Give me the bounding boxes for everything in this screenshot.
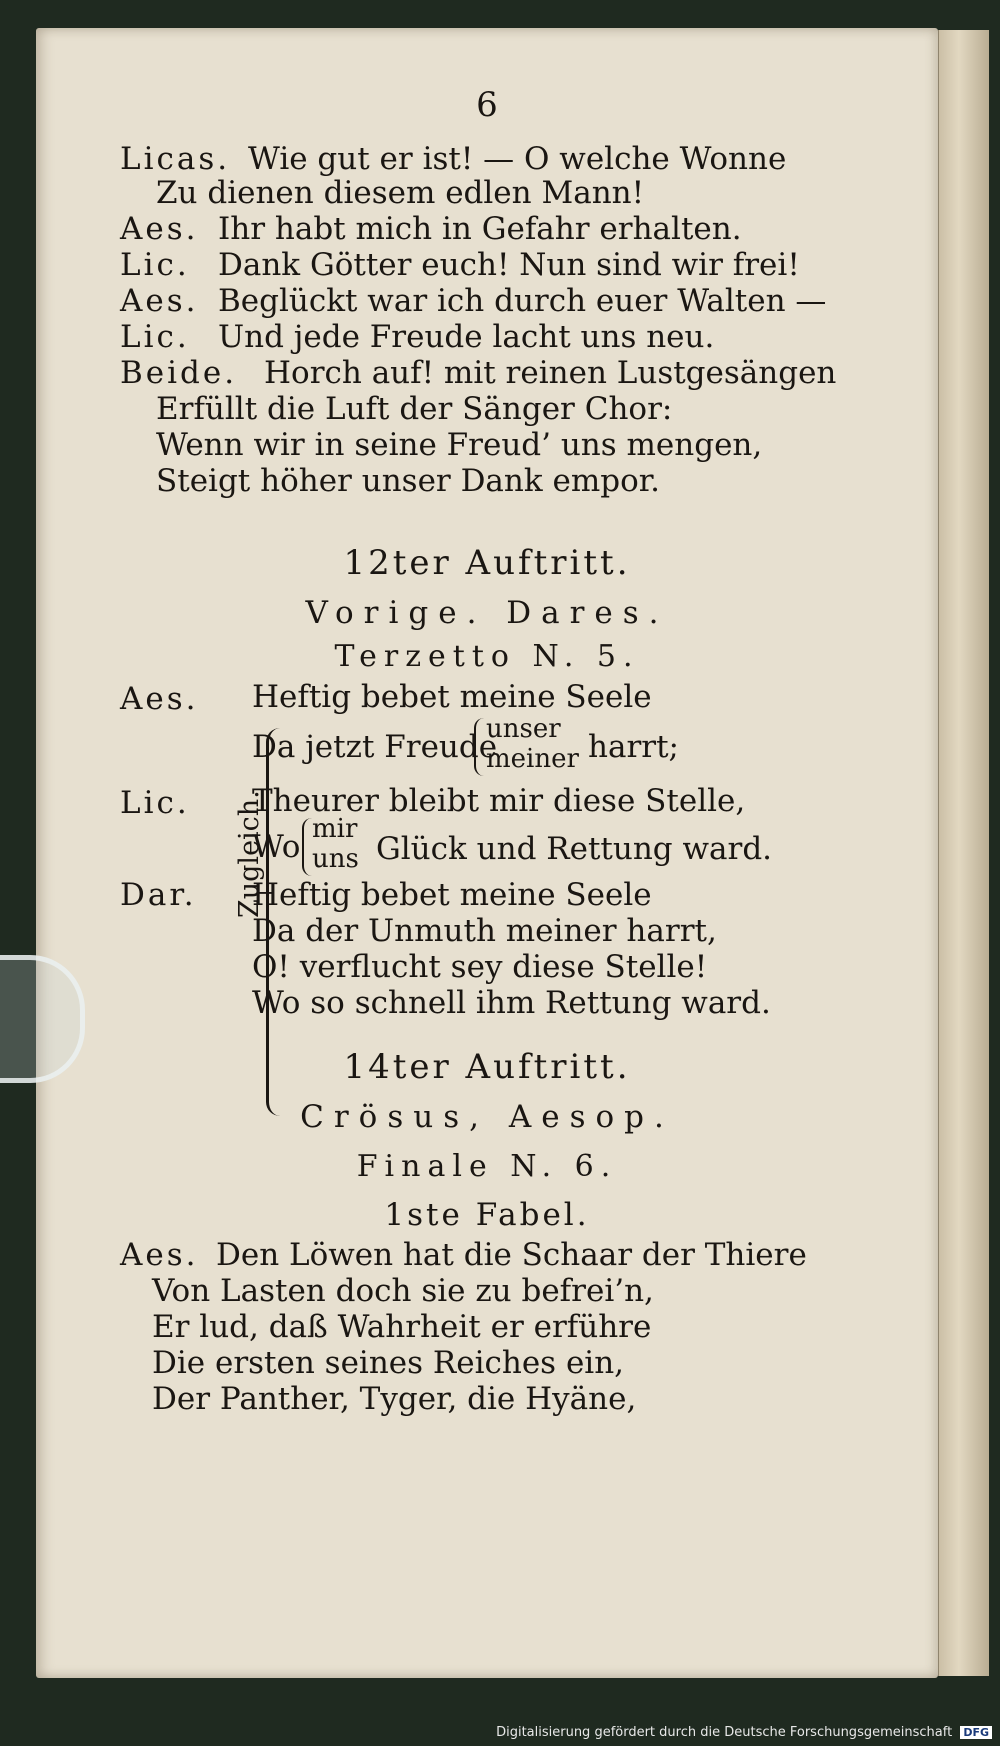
musical-number: Terzetto N. 5. [334,639,640,674]
verse-line: Zu dienen diesem edlen Mann! [156,175,645,211]
page-number: 6 [476,85,498,125]
verse-line: Dank Götter euch! Nun sind wir frei! [218,247,800,283]
scene-persons: Vorige. Dares. [305,595,669,631]
verse-line: Und jede Freude lacht uns neu. [218,319,715,355]
brace-mark [302,818,312,876]
speaker-label: Lic. [120,319,190,355]
verse-line: Theurer bleibt mir diese Stelle, [252,783,746,819]
dfg-logo: DFG [960,1726,992,1739]
verse-line: Horch auf! mit reinen Lustgesängen [264,355,837,391]
verse-line: Da der Unmuth meiner harrt, [252,913,717,949]
book-page [36,28,938,1678]
variant-word: uns [312,844,359,874]
speaker-label: Licas. [120,141,231,177]
credit-text: Digitalisierung gefördert durch die Deutsche Forschungsgemeinschaft [496,1725,953,1740]
verse-line: Erfüllt die Luft der Sänger Chor: [156,391,673,427]
speaker-label: Lic. [120,785,190,821]
verse-line-prefix: Da jetzt Freude [252,729,498,765]
variant-word: meiner [486,744,579,774]
musical-number: Finale N. 6. [356,1149,618,1184]
page-edge [938,30,989,1676]
verse-line: Steigt höher unser Dank empor. [156,463,661,499]
scene-heading: 14ter Auftritt. [343,1047,631,1087]
simultaneous-label: Zugleich. [234,790,265,918]
speaker-label: Dar. [120,877,197,913]
verse-line: Heftig bebet meine Seele [252,679,652,715]
brace-mark [474,718,484,776]
verse-line: Ihr habt mich in Gefahr erhalten. [218,211,742,247]
speaker-label: Aes. [120,1237,199,1273]
verse-line: Heftig bebet meine Seele [252,877,652,913]
speaker-label: Beide. [120,355,238,391]
fable-heading: 1ste Fabel. [384,1197,590,1233]
verse-line: Von Lasten doch sie zu befrei’n, [152,1273,654,1309]
verse-line: Wie gut er ist! — O welche Wonne [248,141,787,177]
speaker-label: Aes. [120,681,199,717]
verse-line-prefix: Wo [252,829,301,865]
verse-line: O! verflucht sey diese Stelle! [252,949,708,985]
verse-line-suffix: Glück und Rettung ward. [376,831,773,867]
variant-word: mir [312,814,358,844]
verse-line: Beglückt war ich durch euer Walten — [218,283,827,319]
verse-line: Wo so schnell ihm Rettung ward. [252,985,771,1021]
variant-word: unser [486,714,561,744]
speaker-label: Aes. [120,211,199,247]
verse-line: Der Panther, Tyger, die Hyäne, [152,1381,637,1417]
verse-line: Er lud, daß Wahrheit er erführe [152,1309,652,1345]
scene-heading: 12ter Auftritt. [343,543,631,583]
verse-line: Die ersten seines Reiches ein, [152,1345,625,1381]
verse-line: Den Löwen hat die Schaar der Thiere [216,1237,807,1273]
digitization-credit [496,1725,992,1740]
verse-line-suffix: harrt; [588,729,679,765]
verse-line: Wenn wir in seine Freud’ uns mengen, [156,427,763,463]
speaker-label: Aes. [120,283,199,319]
scene-persons: Crösus, Aesop. [300,1099,674,1135]
speaker-label: Lic. [120,247,190,283]
